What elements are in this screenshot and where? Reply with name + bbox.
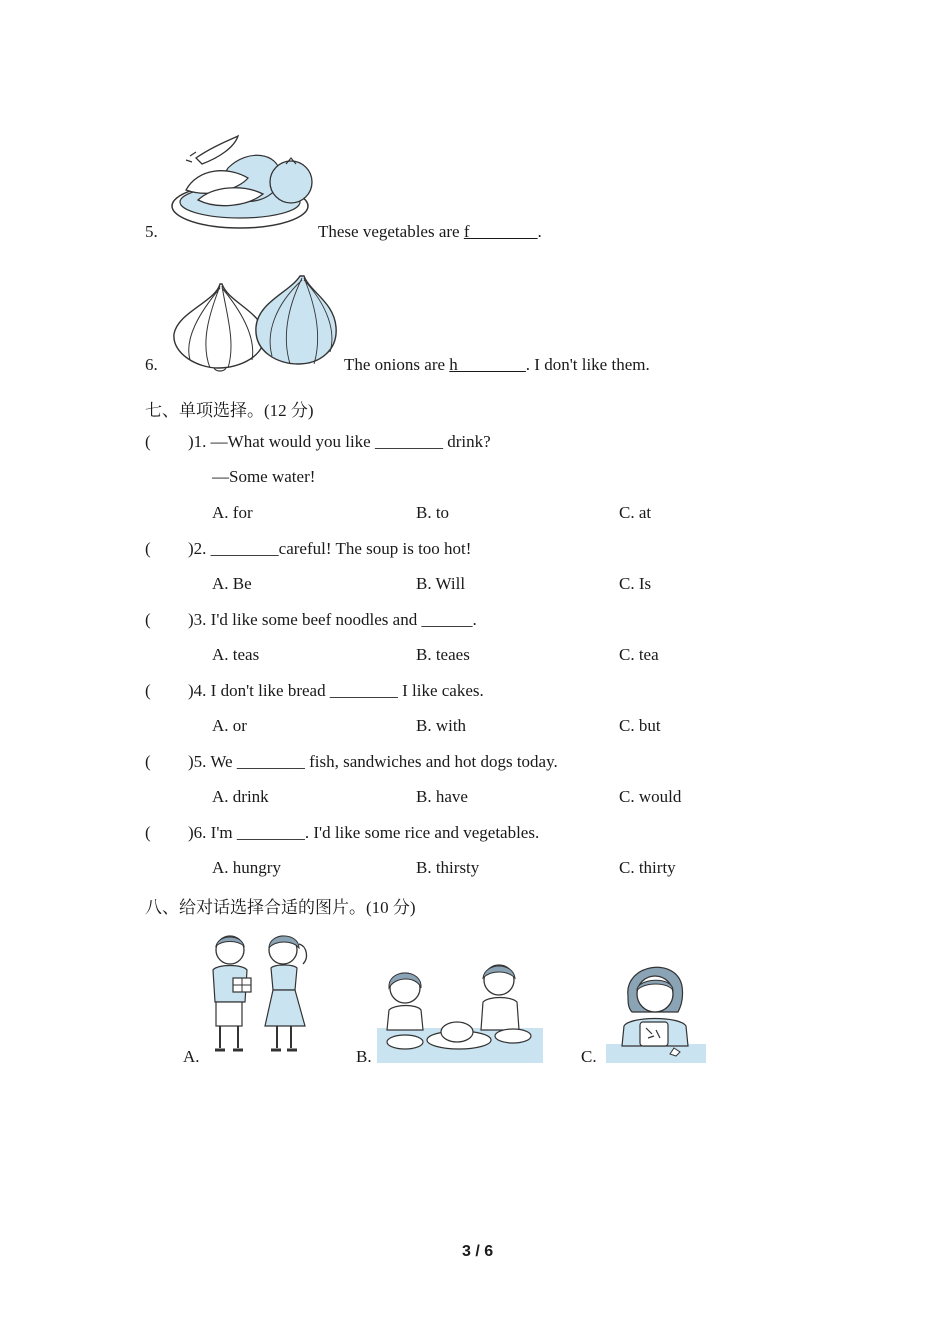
option-b[interactable]: B. teaes: [416, 645, 470, 664]
option-a[interactable]: A. teas: [212, 645, 260, 664]
option-b[interactable]: B. thirsty: [416, 858, 480, 877]
option-a[interactable]: A. hungry: [212, 858, 281, 877]
option-c[interactable]: C. thirty: [619, 858, 676, 877]
vocab-sentence: [344, 355, 650, 375]
option-b[interactable]: B. have: [416, 787, 468, 806]
answer-paren[interactable]: (: [145, 752, 151, 771]
option-a[interactable]: A. for: [212, 503, 253, 522]
girl-with-candy-jar-icon[interactable]: [606, 956, 706, 1063]
option-b[interactable]: B. to: [416, 503, 450, 522]
question-stem: )3. I'd like some beef noodles and ______.: [188, 610, 477, 629]
sentence-text: These vegetables are: [318, 222, 464, 241]
option-c[interactable]: C. would: [619, 787, 682, 806]
vocab-sentence: [318, 222, 542, 242]
sentence-text: The onions are: [344, 355, 450, 374]
option-a[interactable]: A. or: [212, 716, 247, 735]
option-b[interactable]: B. Will: [416, 574, 466, 593]
question-stem: )5. We ________ fish, sandwiches and hot dogs today.: [188, 752, 558, 771]
section-title: 七、单项选择。(12 分): [145, 401, 314, 420]
gift-giving-kids-icon[interactable]: [203, 930, 315, 1058]
question-stem: )1. —What would you like ________ drink?: [188, 432, 491, 451]
answer-paren[interactable]: (: [145, 823, 151, 842]
answer-blank[interactable]: h________: [449, 355, 526, 374]
option-b[interactable]: B. with: [416, 716, 467, 735]
question-stem: )4. I don't like bread ________ I like cakes.: [188, 681, 484, 700]
question-stem: )2. ________careful! The soup is too hot!: [188, 539, 472, 558]
sentence-text: . I don't like them.: [525, 355, 650, 374]
picture-label-a: A.: [183, 1047, 200, 1066]
option-a[interactable]: A. Be: [212, 574, 252, 593]
dinner-table-kids-icon[interactable]: [377, 958, 543, 1063]
picture-label-c: C.: [581, 1047, 597, 1066]
vocab-number: 5.: [145, 222, 158, 241]
option-c[interactable]: C. Is: [619, 574, 652, 593]
option-c[interactable]: C. at: [619, 503, 652, 522]
answer-paren[interactable]: (: [145, 681, 151, 700]
option-c[interactable]: C. but: [619, 716, 661, 735]
page-number: 3 / 6: [462, 1243, 494, 1260]
onions-icon: [170, 272, 340, 372]
question-stem: )6. I'm ________. I'd like some rice and vegetables.: [188, 823, 540, 842]
picture-label-b: B.: [356, 1047, 372, 1066]
answer-blank[interactable]: f________: [463, 222, 538, 241]
answer-paren[interactable]: (: [145, 432, 151, 451]
answer-paren[interactable]: (: [145, 539, 151, 558]
vegetable-plate-icon: [168, 128, 318, 234]
section-title: 八、给对话选择合适的图片。(10 分): [145, 898, 416, 917]
answer-paren[interactable]: (: [145, 610, 151, 629]
option-c[interactable]: C. tea: [619, 645, 659, 664]
option-a[interactable]: A. drink: [212, 787, 269, 806]
vocab-number: 6.: [145, 355, 158, 374]
sentence-text: .: [537, 222, 542, 241]
question-extra: —Some water!: [212, 467, 316, 486]
